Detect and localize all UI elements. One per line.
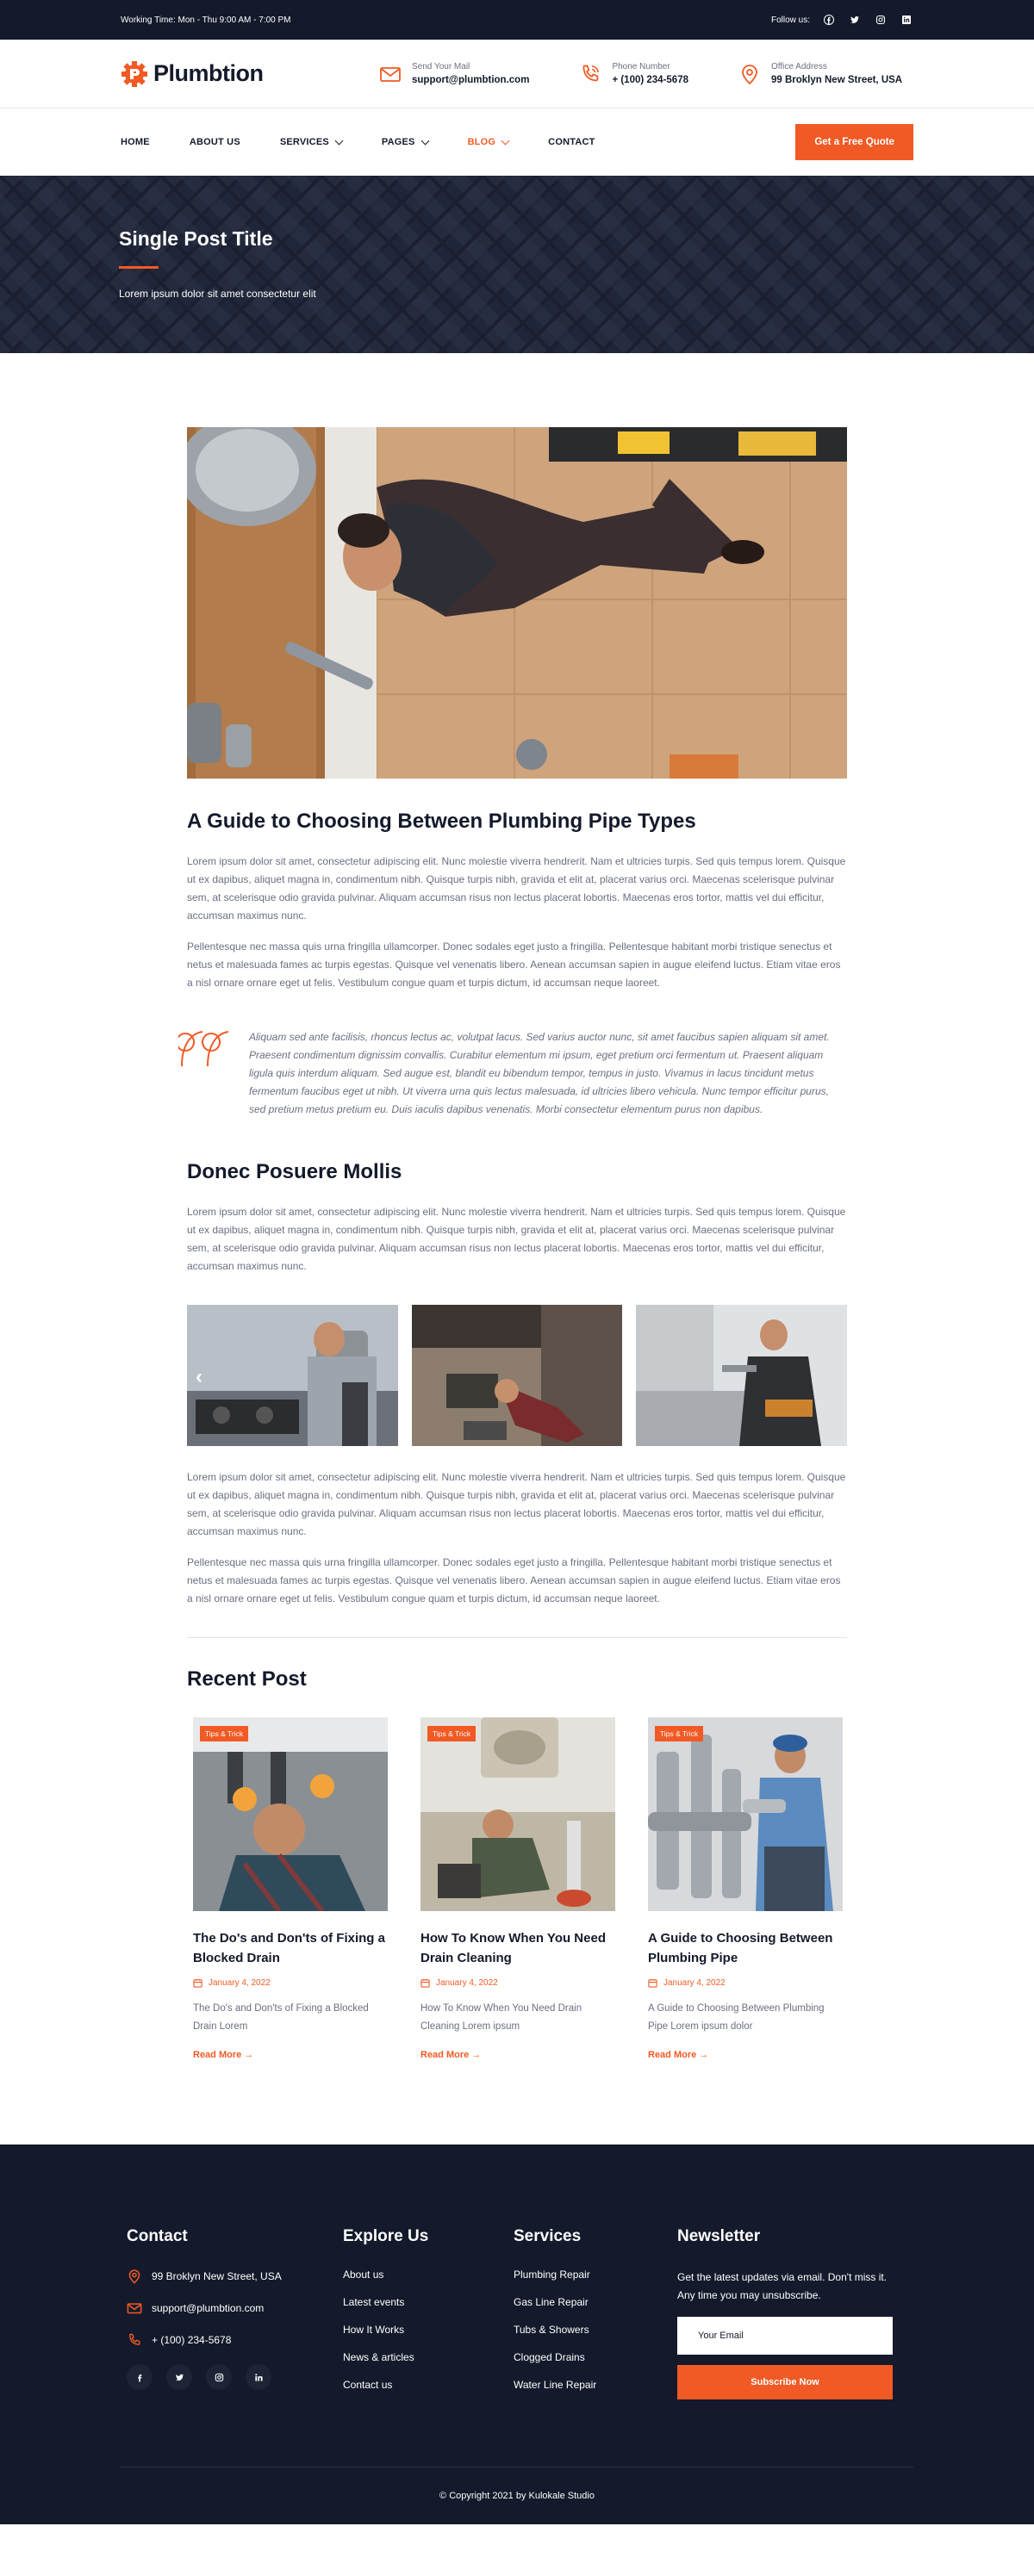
post-excerpt: The Do's and Don'ts of Fixing a Blocked Drain Lorem [193, 2003, 369, 2032]
footer-link[interactable]: Tubs & Showers [514, 2324, 589, 2336]
footer-link[interactable]: Gas Line Repair [514, 2296, 589, 2308]
header [0, 40, 1034, 109]
footer-contact [121, 2227, 343, 2406]
read-more-link[interactable]: Read More → [648, 2050, 709, 2060]
gallery-image[interactable] [412, 1305, 623, 1446]
footer-link[interactable]: Contact us [343, 2379, 393, 2391]
post-tag[interactable]: Tips & Trick [427, 1726, 476, 1741]
footer-services-title: Services [514, 2227, 582, 2245]
read-more-link[interactable]: Read More → [193, 2050, 254, 2060]
mail-value[interactable]: support@plumbtion.com [412, 75, 530, 85]
post-title[interactable]: The Do's and Don'ts of Fixing a Blocked Drain [193, 1931, 385, 1965]
article-subtitle: Donec Posuere Mollis [187, 1160, 402, 1183]
mail-icon [127, 2300, 142, 2316]
post-tag[interactable]: Tips & Trick [655, 1726, 703, 1741]
newsletter-title: Newsletter [677, 2227, 761, 2245]
footer-link[interactable]: About us [343, 2269, 384, 2281]
copyright: © Copyright 2021 by Kulokale Studio [439, 2491, 595, 2501]
post-excerpt: How To Know When You Need Drain Cleaning Lorem ipsum [420, 2003, 582, 2032]
linkedin-icon[interactable] [246, 2364, 271, 2390]
footer-services [514, 2227, 677, 2406]
follow-label: Follow us: [770, 15, 810, 25]
nav-item-blog[interactable]: BLOG [468, 137, 509, 147]
footer-email[interactable]: support@plumbtion.com [127, 2300, 343, 2316]
footer-social [127, 2364, 343, 2390]
facebook-icon[interactable] [127, 2364, 153, 2390]
address-label: Office Address [771, 62, 827, 71]
blog-article [187, 427, 847, 2062]
header-phone [579, 62, 688, 85]
logo-gear-icon [121, 60, 148, 88]
recent-posts [187, 1667, 847, 2062]
footer-link[interactable]: Latest events [343, 2296, 405, 2308]
page-subtitle: Lorem ipsum dolor sit amet consectetur elit [119, 288, 316, 300]
top-bar [0, 0, 1034, 40]
nav-item-pages[interactable]: PAGES [382, 137, 428, 147]
post-title[interactable]: How To Know When You Need Drain Cleaning [420, 1931, 606, 1965]
page-hero [0, 176, 1034, 353]
article-paragraph: Lorem ipsum dolor sit amet, consectetur adipiscing elit. Nunc molestie viverra hendrerit. Nam et ultricies turpis. Sed quis tempus lorem. Quisque ut ex dapibus, aliquet magna in, condimentum nibh. Quisque turpis nibh, gravida et elit at, placerat varius orci. Maecenas scelerisque pulvinar sem, at scelerisque odio gravida pulvinar. Aliquam accumsan risus non lectus placerat lobortis. Maecenas eros tortor, mattis vel dui efficitur, accumsan maximus nunc. [187, 1471, 846, 1537]
footer [0, 2145, 1034, 2524]
location-icon [127, 2269, 142, 2284]
post-date: January 4, 2022 [193, 1978, 388, 1988]
subscribe-button[interactable]: Subscribe Now [677, 2365, 893, 2399]
logo[interactable] [121, 60, 379, 88]
quote-text: Aliquam sed ante facilisis, rhoncus lectus ac, volutpat lacus. Sed varius auctor nunc, sit amet faucibus sapien aliquam sit amet. Praesent condimentum dignissim convallis. Curabitur elementum mi ipsum, eget pretium orci fermentum ut. Praesent aliquam ligula quis interdum aliquam. Sed augue est, blandit eu bibendum tempor, tempus in justo. Vivamus in lacus tincidunt metus fermentum faucibus eget ut nibh. Ut viverra urna quis lectus malesuada, id ultricies libero vehicula. Nunc tempor efficitur purus, sed pretium metus pretium eu. Duis iaculis dapibus venenatis. Morbi consectetur elementum purus non dapibus. [249, 1031, 830, 1115]
nav-item-services[interactable]: SERVICES [280, 137, 342, 147]
gallery-image[interactable] [187, 1305, 398, 1446]
post-excerpt: A Guide to Choosing Between Plumbing Pipe Lorem ipsum dolor [648, 2003, 825, 2032]
facebook-icon[interactable] [822, 13, 836, 27]
address-value: 99 Broklyn New Street, USA [771, 75, 903, 85]
footer-link[interactable]: News & articles [343, 2351, 414, 2363]
post-image[interactable] [193, 1717, 388, 1911]
recent-posts-title: Recent Post [187, 1667, 307, 1691]
footer-address: 99 Broklyn New Street, USA [127, 2269, 343, 2284]
working-time: Working Time: Mon - Thu 9:00 AM - 7:00 PM [121, 15, 291, 25]
post-tag[interactable]: Tips & Trick [200, 1726, 248, 1741]
footer-explore [343, 2227, 514, 2406]
title-underline [119, 266, 159, 269]
calendar-icon [648, 1978, 657, 1988]
nav-item-home[interactable]: HOME [121, 137, 150, 147]
header-address [738, 62, 902, 85]
footer-link[interactable]: Clogged Drains [514, 2351, 585, 2363]
footer-link[interactable]: Plumbing Repair [514, 2269, 590, 2281]
post-image[interactable] [420, 1717, 615, 1911]
nav-item-contact[interactable]: CONTACT [548, 137, 595, 147]
instagram-icon[interactable] [206, 2364, 232, 2390]
twitter-icon[interactable] [848, 13, 862, 27]
article-paragraph: Pellentesque nec massa quis urna fringilla ullamcorper. Donec sodales eget justo a fringilla. Pellentesque habitant morbi tristique senectus et netus et malesuada fames ac turpis egestas. Quisque vel venenatis libero. Aenean accumsan sapien in augue eleifend luctus. Etiam vitae eros a nisl ornare ornare eget ut felis. Vestibulum congue quam et turpis dictum, id accumsan neque laoreet. [187, 1556, 841, 1605]
gallery-image[interactable] [636, 1305, 847, 1446]
article-paragraph: Lorem ipsum dolor sit amet, consectetur adipiscing elit. Nunc molestie viverra hendrerit. Nam et ultricies turpis. Sed quis tempus lorem. Quisque ut ex dapibus, aliquet magna in, condimentum nibh. Quisque turpis nibh, gravida et elit at, placerat varius orci. Maecenas scelerisque pulvinar sem, at scelerisque odio gravida pulvinar. Aliquam accumsan risus non lectus placerat lobortis. Maecenas eros tortor, mattis vel dui efficitur, accumsan maximus nunc. [187, 855, 846, 922]
article-paragraph: Pellentesque nec massa quis urna fringilla ullamcorper. Donec sodales eget justo a fringilla. Pellentesque habitant morbi tristique senectus et netus et malesuada fames ac turpis egestas. Quisque vel venenatis libero. Aenean accumsan sapien in augue eleifend luctus. Etiam vitae eros a nisl ornare ornare eget ut felis. Vestibulum congue quam et turpis dictum, id accumsan neque laoreet. [187, 940, 841, 989]
image-gallery [187, 1305, 847, 1446]
instagram-icon[interactable] [874, 13, 888, 27]
header-mail [379, 62, 529, 85]
post-image[interactable] [648, 1717, 843, 1911]
footer-contact-title: Contact [127, 2227, 188, 2245]
quote-icon [178, 1028, 232, 1070]
article-featured-image [187, 427, 847, 779]
footer-link[interactable]: How It Works [343, 2324, 405, 2336]
calendar-icon [420, 1978, 430, 1988]
chevron-down-icon [420, 136, 429, 145]
footer-bottom [121, 2467, 913, 2524]
footer-newsletter [677, 2227, 896, 2406]
post-title[interactable]: A Guide to Choosing Between Plumbing Pipe [648, 1931, 833, 1965]
phone-icon [127, 2332, 142, 2348]
newsletter-text: Get the latest updates via email. Don't miss it. Any time you may unsubscribe. [677, 2271, 888, 2301]
phone-value[interactable]: + (100) 234-5678 [612, 75, 688, 85]
footer-explore-title: Explore Us [343, 2227, 429, 2245]
article-title: A Guide to Choosing Between Plumbing Pipe Types [187, 810, 696, 833]
article-paragraph: Lorem ipsum dolor sit amet, consectetur adipiscing elit. Nunc molestie viverra hendrerit. Nam et ultricies turpis. Sed quis tempus lorem. Quisque ut ex dapibus, aliquet magna in, condimentum nibh. Quisque turpis nibh, gravida et elit at, placerat varius orci. Maecenas scelerisque pulvinar sem, at scelerisque odio gravida pulvinar. Aliquam accumsan risus non lectus placerat lobortis. Maecenas eros tortor, mattis vel dui efficitur, accumsan maximus nunc. [187, 1206, 846, 1272]
mail-icon [379, 63, 402, 85]
post-date: January 4, 2022 [648, 1978, 843, 1988]
calendar-icon [193, 1978, 202, 1988]
header-contacts [379, 62, 902, 85]
logo-text: Plumbtion [153, 60, 264, 86]
main-nav [0, 109, 1034, 176]
page-title: Single Post Title [119, 227, 273, 250]
phone-label: Phone Number [612, 62, 670, 71]
post-card [420, 1717, 615, 2062]
chevron-down-icon [334, 136, 343, 145]
chevron-down-icon [501, 136, 510, 145]
post-card [193, 1717, 388, 2062]
gallery-prev-icon[interactable]: ‹ [196, 1365, 202, 1388]
twitter-icon[interactable] [166, 2364, 192, 2390]
blockquote [178, 1028, 847, 1119]
section-divider [187, 1637, 847, 1638]
nav-menu [121, 137, 635, 147]
post-date: January 4, 2022 [420, 1978, 615, 1988]
linkedin-icon[interactable] [900, 13, 913, 27]
location-icon [738, 63, 761, 85]
post-card [648, 1717, 843, 2062]
read-more-link[interactable]: Read More → [420, 2050, 482, 2060]
nav-item-about-us[interactable]: ABOUT US [189, 137, 240, 147]
phone-icon [579, 63, 601, 85]
footer-link[interactable]: Water Line Repair [514, 2379, 597, 2391]
get-quote-button[interactable]: Get a Free Quote [795, 124, 913, 160]
newsletter-email-input[interactable] [677, 2317, 893, 2355]
follow-us [771, 13, 913, 27]
footer-phone[interactable]: + (100) 234-5678 [127, 2332, 343, 2348]
mail-label: Send Your Mail [412, 62, 470, 71]
